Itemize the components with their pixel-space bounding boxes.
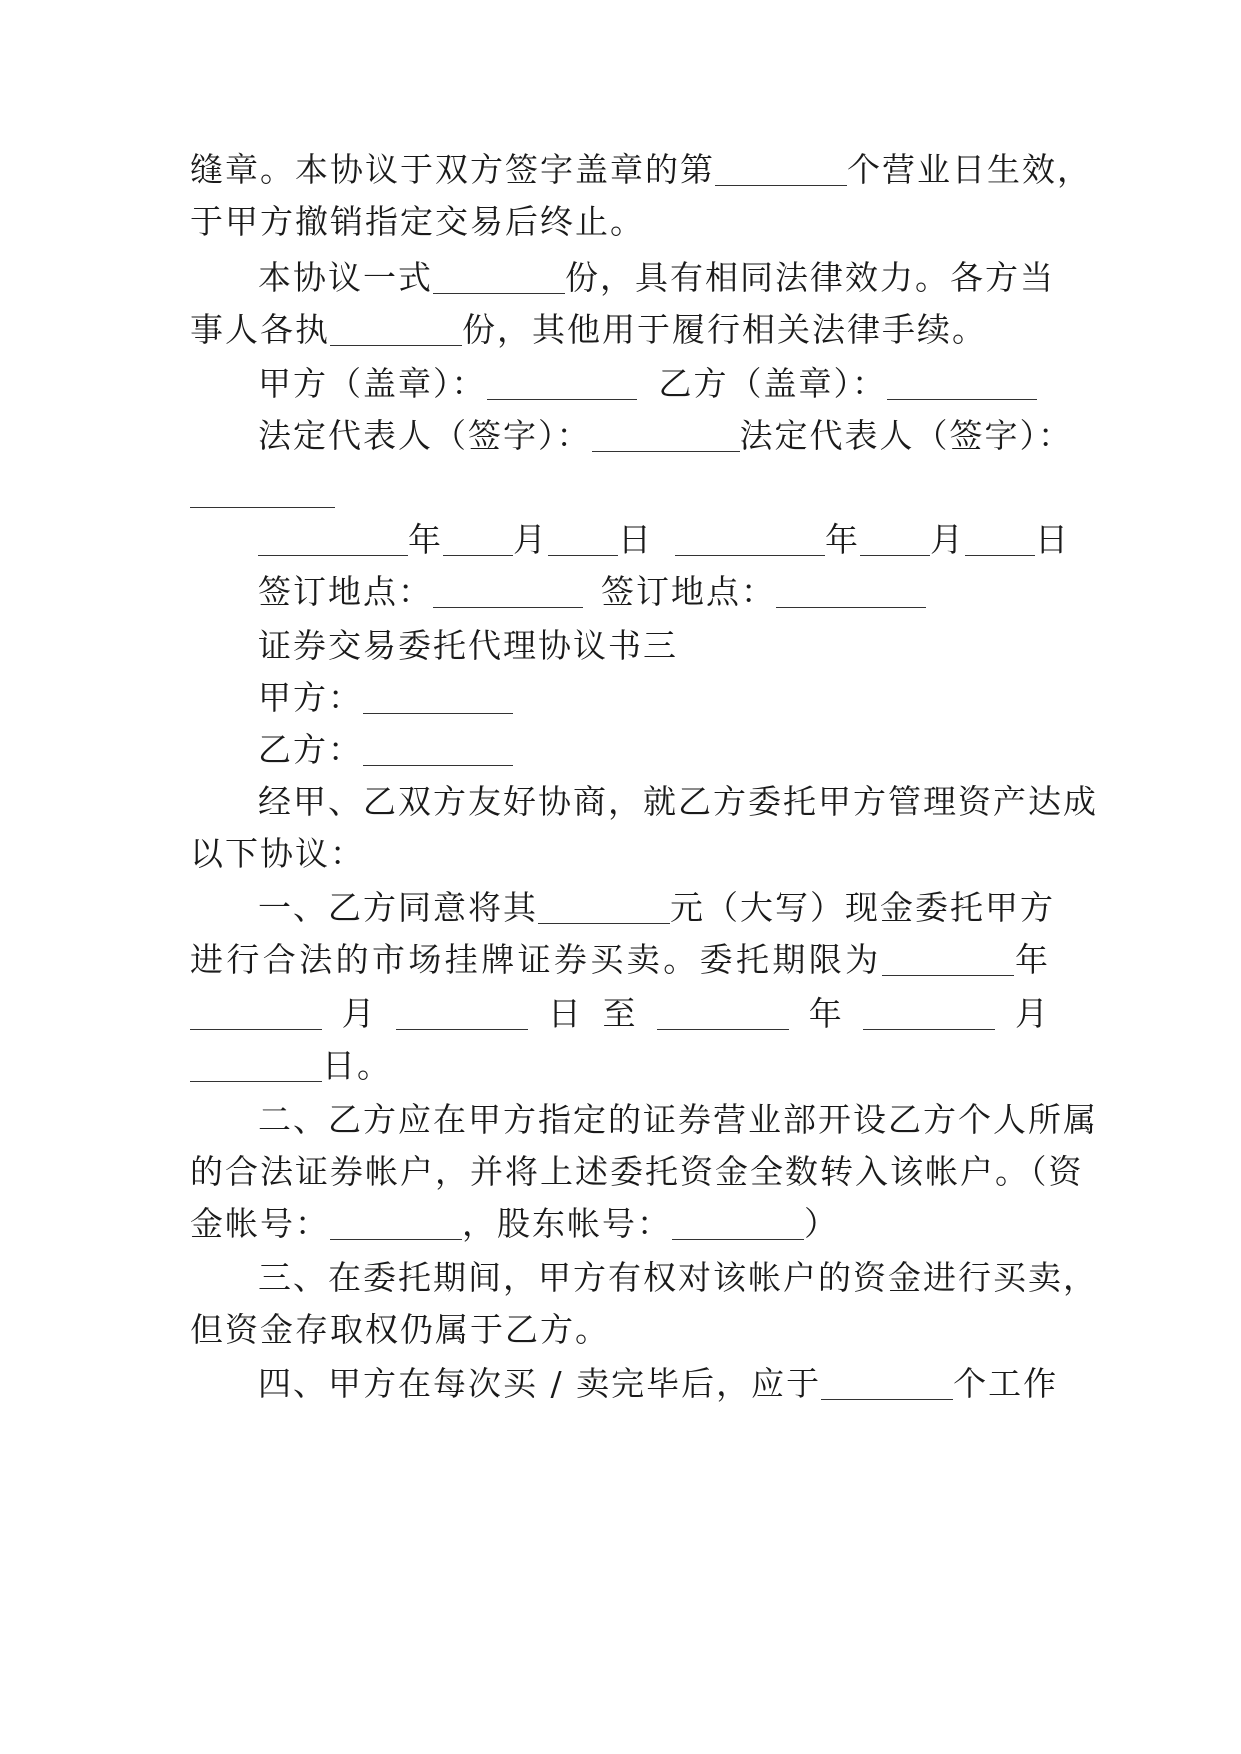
text-line — [190, 308, 987, 352]
text-run: 缝章。本协议于双方签字盖章的第 — [190, 150, 715, 189]
text-line — [258, 886, 1055, 930]
text-line — [190, 470, 335, 514]
text-run: 元（大写）现金委托甲方 — [670, 888, 1055, 927]
fill-blank — [258, 512, 408, 556]
text-line — [258, 570, 926, 614]
fill-blank — [965, 512, 1035, 556]
text-line — [190, 148, 1092, 192]
fill-blank — [592, 408, 740, 452]
fill-blank — [672, 1196, 804, 1240]
text-run: 乙方： — [258, 730, 363, 769]
fill-blank — [675, 512, 825, 556]
text-run: 四、甲方在每次买 / 卖完毕后，应于 — [258, 1364, 822, 1403]
fill-blank — [330, 1196, 462, 1240]
text-run: 日 — [618, 520, 653, 559]
fill-blank — [776, 564, 926, 608]
text-run: 于甲方撤销指定交易后终止。 — [190, 202, 645, 241]
text-run: 法定代表人（签字）： — [258, 416, 592, 455]
text-line — [258, 362, 1037, 406]
text-line — [190, 1044, 392, 1088]
text-run: 甲方： — [258, 678, 363, 717]
text-run: 乙方（盖章）： — [658, 364, 887, 403]
text-line — [190, 200, 645, 244]
text-line — [190, 1202, 839, 1246]
text-line — [190, 938, 1050, 982]
fill-blank — [538, 880, 670, 924]
text-line — [258, 414, 1073, 458]
text-run: 三、在委托期间，甲方有权对该帐户的资金进行买卖， — [258, 1258, 1098, 1297]
fill-blank — [821, 1356, 953, 1400]
text-run: 年 — [789, 994, 864, 1033]
text-line — [190, 832, 365, 876]
text-run: 签订地点： — [258, 572, 433, 611]
text-run: 月 — [930, 520, 965, 559]
fill-blank — [548, 512, 618, 556]
text-line — [190, 1150, 1084, 1194]
text-line — [190, 992, 1050, 1036]
text-run: 经甲、乙双方友好协商，就乙方委托甲方管理资产达成 — [258, 782, 1098, 821]
text-run: 以下协议： — [190, 834, 365, 873]
fill-blank — [330, 302, 462, 346]
fill-blank — [487, 356, 637, 400]
text-run: 年 — [825, 520, 860, 559]
text-run: 日至 — [528, 994, 658, 1033]
fill-blank — [863, 986, 995, 1030]
text-line — [258, 1256, 1098, 1300]
text-run: 签订地点： — [601, 572, 776, 611]
text-run: 进行合法的市场挂牌证券买卖。委托期限为 — [190, 940, 882, 979]
fill-blank — [363, 722, 513, 766]
text-run: 个营业日生效， — [847, 150, 1092, 189]
text-line — [258, 1362, 1059, 1406]
text-run: 本协议一式 — [258, 258, 433, 297]
fill-blank — [190, 464, 335, 508]
text-line — [190, 1308, 610, 1352]
text-run: 事人各执 — [190, 310, 330, 349]
text-run: 但资金存取权仍属于乙方。 — [190, 1310, 610, 1349]
fill-blank — [190, 1038, 322, 1082]
text-run: 的合法证券帐户，并将上述委托资金全数转入该帐户。（资 — [190, 1152, 1084, 1191]
text-run: 甲方（盖章）： — [258, 364, 487, 403]
text-run: 月 — [995, 994, 1050, 1033]
text-run: 份，其他用于履行相关法律手续。 — [462, 310, 987, 349]
text-run: 日 — [1035, 520, 1070, 559]
section-heading — [258, 624, 678, 668]
fill-blank — [657, 986, 789, 1030]
fill-blank — [882, 932, 1014, 976]
fill-blank — [363, 670, 513, 714]
text-line — [258, 676, 513, 720]
text-run: 份，具有相同法律效力。各方当 — [565, 258, 1055, 297]
text-run: ，股东帐号： — [462, 1204, 672, 1243]
text-line — [258, 256, 1055, 300]
fill-blank — [715, 142, 847, 186]
text-line — [258, 1098, 1098, 1142]
text-run: 二、乙方应在甲方指定的证券营业部开设乙方个人所属 — [258, 1100, 1098, 1139]
text-run: 一、乙方同意将其 — [258, 888, 538, 927]
fill-blank — [433, 250, 565, 294]
text-run: 月 — [322, 994, 397, 1033]
text-run: 年 — [1013, 940, 1051, 979]
text-run: 个工作 — [953, 1364, 1059, 1403]
fill-blank — [396, 986, 528, 1030]
text-run: 法定代表人（签字）： — [739, 416, 1073, 455]
text-run: 月 — [513, 520, 548, 559]
fill-blank — [887, 356, 1037, 400]
text-line — [258, 728, 513, 772]
fill-blank — [190, 986, 322, 1030]
fill-blank — [860, 512, 930, 556]
text-run: 金帐号： — [190, 1204, 330, 1243]
text-line — [258, 518, 1070, 562]
text-run: 证券交易委托代理协议书三 — [258, 626, 678, 665]
fill-blank — [443, 512, 513, 556]
text-line — [258, 780, 1098, 824]
text-run: ） — [804, 1204, 839, 1243]
text-run: 日。 — [322, 1046, 392, 1085]
text-run: 年 — [408, 520, 443, 559]
fill-blank — [433, 564, 583, 608]
